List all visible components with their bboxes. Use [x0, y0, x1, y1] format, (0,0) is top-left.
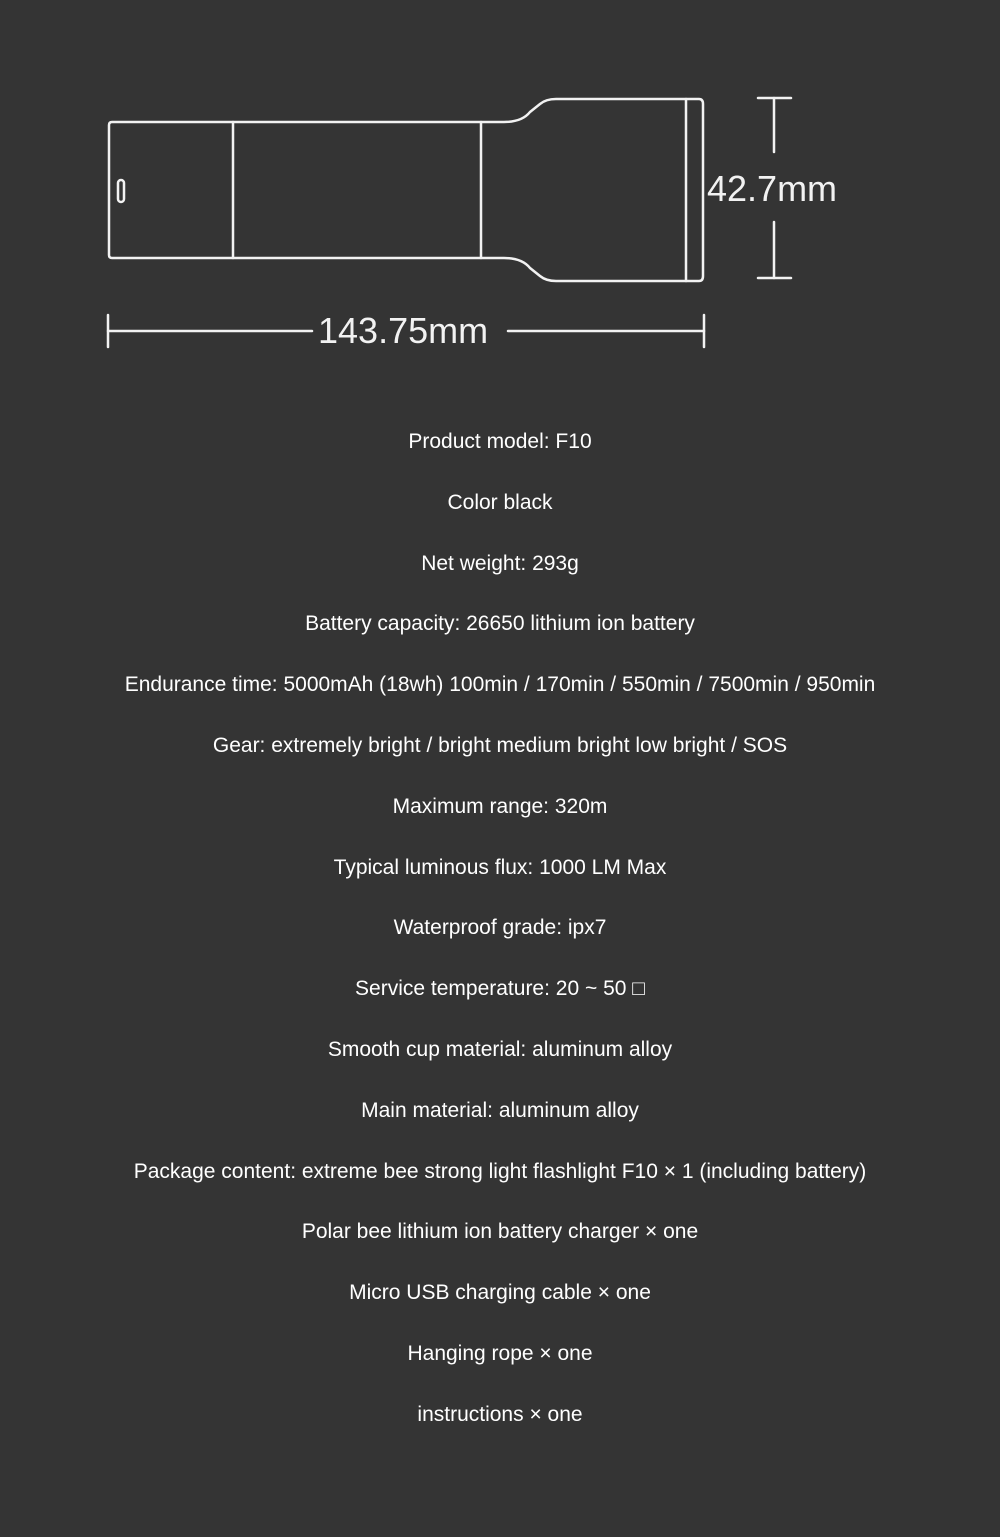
spec-service-temperature: Service temperature: 20 ~ 50 □ [355, 977, 645, 1001]
flashlight-body-outline [109, 99, 703, 281]
spec-package-instructions: instructions × one [417, 1402, 583, 1426]
flashlight-outline-drawing [0, 0, 1000, 380]
spec-main-material: Main material: aluminum alloy [361, 1098, 639, 1122]
spec-net-weight: Net weight: 293g [421, 551, 579, 575]
spec-color: Color black [447, 490, 553, 514]
spec-list [0, 412, 1000, 1446]
spec-package-charger: Polar bee lithium ion battery charger × one [301, 1220, 699, 1244]
spec-waterproof-grade: Waterproof grade: ipx7 [393, 916, 607, 940]
lanyard-slot [118, 180, 124, 202]
spec-endurance-time: Endurance time: 5000mAh (18wh) 100min / 170min / 550min / 7500min / 950min [124, 673, 876, 697]
spec-package-cable: Micro USB charging cable × one [349, 1281, 651, 1305]
spec-battery-capacity: Battery capacity: 26650 lithium ion battery [305, 612, 695, 636]
spec-package-rope: Hanging rope × one [407, 1341, 593, 1365]
spec-smooth-cup-material: Smooth cup material: aluminum alloy [327, 1037, 673, 1061]
height-dimension-label: 42.7mm [707, 168, 838, 209]
flashlight-dimension-diagram [0, 0, 1000, 380]
spec-luminous-flux: Typical luminous flux: 1000 LM Max [333, 855, 667, 879]
spec-gear: Gear: extremely bright / bright medium bright low bright / SOS [212, 733, 788, 757]
spec-maximum-range: Maximum range: 320m [392, 794, 608, 818]
length-dimension-label: 143.75mm [318, 310, 489, 351]
spec-product-model: Product model: F10 [408, 430, 592, 453]
spec-package-content: Package content: extreme bee strong light flashlight F10 × 1 (including battery) [133, 1159, 867, 1183]
